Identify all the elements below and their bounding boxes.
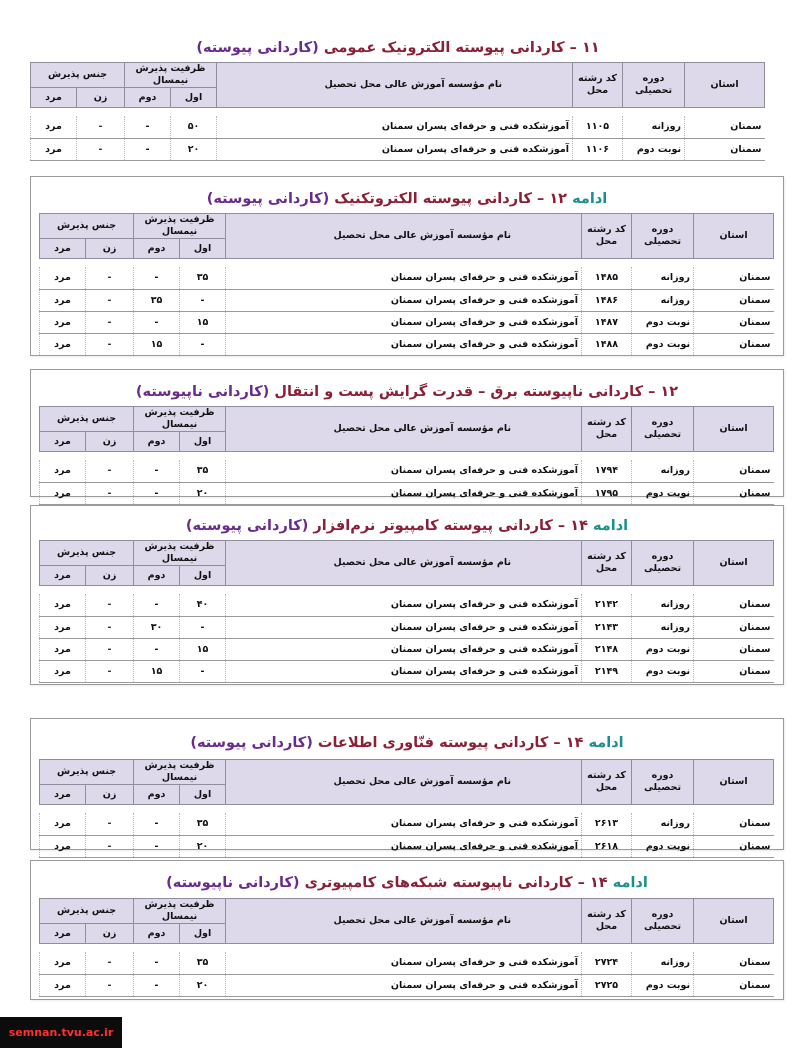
header-period [632,541,694,586]
cell-first-semester: - [180,289,226,311]
cell-province: سمنان [694,638,774,660]
cell-second-semester: ۳۰ [134,616,180,638]
cell-first-semester: ۵۰ [171,116,217,138]
cell-institution: آموزشکده فنی و حرفه‌ای پسران سمنان [226,289,582,311]
cell-second-semester: - [134,813,180,835]
cell-second-semester: ۳۵ [134,289,180,311]
header-gender: جنس پذیرش [40,407,134,432]
header-first: اول [180,924,226,944]
header-code-line1: کد رشته [587,770,626,781]
header-capacity: ظرفیت پذیرش نیمسال [134,541,226,566]
cell-province: سمنان [694,267,774,289]
header-gender: جنس پذیرش [40,899,134,924]
cell-province: سمنان [694,952,774,974]
section-14-it [30,718,784,850]
table-row [31,138,765,160]
section-title: ۱۲ – کاردانی ناپیوسته برق – قدرت گرایش پست و انتقال (کاردانی ناپیوسته) [135,384,679,400]
header-period-line2: تحصیلی [643,782,682,793]
header-period-line2: تحصیلی [643,236,682,247]
header-code-line2: محل [586,85,609,96]
table-row [40,594,774,616]
table-row [40,482,774,504]
admissions-table [39,540,774,683]
header-male: مرد [31,88,77,108]
cell-institution: آموزشکده فنی و حرفه‌ای پسران سمنان [226,638,582,660]
cell-province: سمنان [694,974,774,996]
header-first: اول [180,239,226,259]
cell-period: روزانه [632,616,694,638]
header-code-line2: محل [595,236,618,247]
cell-first-semester: ۴۰ [180,594,226,616]
table-row [40,813,774,835]
cell-male: مرد [40,267,86,289]
cell-male: مرد [40,638,86,660]
cell-male: مرد [40,594,86,616]
admissions-table [39,759,774,858]
header-code-line2: محل [595,429,618,440]
cell-second-semester: - [134,267,180,289]
cell-province: سمنان [694,813,774,835]
table-row [40,267,774,289]
spacer [40,259,774,268]
header-period-line1: دوره [651,224,674,235]
cell-first-semester: ۳۵ [180,952,226,974]
header-female: زن [86,924,134,944]
cell-first-semester: ۳۵ [180,267,226,289]
cell-code: ۲۷۲۵ [582,974,632,996]
cell-code: ۱۱۰۵ [573,116,623,138]
cell-code: ۲۱۴۳ [582,616,632,638]
cell-first-semester: - [180,660,226,682]
cell-code: ۲۱۴۹ [582,660,632,682]
header-code-line2: محل [595,563,618,574]
cell-female: - [86,333,134,355]
cell-first-semester: ۲۰ [171,138,217,160]
cell-code: ۲۶۱۸ [582,835,632,857]
cell-female: - [86,835,134,857]
cell-first-semester: ۳۵ [180,813,226,835]
admissions-table [39,406,774,505]
header-province: استان [694,407,774,452]
cell-code: ۱۴۸۵ [582,267,632,289]
cell-province: سمنان [694,594,774,616]
header-gender: جنس پذیرش [31,63,125,88]
cell-code: ۱۴۸۸ [582,333,632,355]
cell-male: مرد [40,660,86,682]
cell-period: روزانه [623,116,685,138]
cell-female: - [86,311,134,333]
header-capacity: ظرفیت پذیرش نیمسال [134,214,226,239]
cell-province: سمنان [685,116,765,138]
cell-period: روزانه [632,594,694,616]
header-period-line1: دوره [642,73,665,84]
cell-male: مرد [31,138,77,160]
header-period-line2: تحصیلی [634,85,673,96]
cell-first-semester: - [180,616,226,638]
cell-code: ۲۱۴۲ [582,594,632,616]
spacer [40,944,774,953]
table-row [40,660,774,682]
header-province: استان [685,63,765,108]
section-12-power [30,369,784,497]
header-period-line1: دوره [651,417,674,428]
cell-institution: آموزشکده فنی و حرفه‌ای پسران سمنان [226,616,582,638]
cell-second-semester: - [134,638,180,660]
cell-first-semester: ۱۵ [180,311,226,333]
header-province: استان [694,899,774,944]
header-province: استان [694,214,774,259]
cell-code: ۱۱۰۶ [573,138,623,160]
cell-period: نوبت دوم [632,638,694,660]
cell-female: - [86,974,134,996]
header-province: استان [694,760,774,805]
cell-code: ۱۴۸۶ [582,289,632,311]
header-code [582,760,632,805]
cell-male: مرد [40,813,86,835]
cell-province: سمنان [694,616,774,638]
cell-period: نوبت دوم [632,482,694,504]
cell-period: نوبت دوم [632,660,694,682]
source-watermark: semnan.tvu.ac.ir [0,1017,122,1048]
header-capacity: ظرفیت پذیرش نیمسال [125,63,217,88]
table-row [40,289,774,311]
cell-female: - [86,482,134,504]
header-code [582,899,632,944]
cell-second-semester: - [134,974,180,996]
cell-period: روزانه [632,289,694,311]
header-code-line1: کد رشته [587,909,626,920]
header-period [632,899,694,944]
cell-code: ۱۷۹۵ [582,482,632,504]
header-code-line1: کد رشته [578,73,617,84]
cell-institution: آموزشکده فنی و حرفه‌ای پسران سمنان [226,974,582,996]
header-institution: نام مؤسسه آموزش عالی محل تحصیل [226,899,582,944]
cell-female: - [86,660,134,682]
cell-second-semester: - [134,311,180,333]
cell-female: - [86,952,134,974]
header-period [632,760,694,805]
cell-male: مرد [40,311,86,333]
header-code [582,407,632,452]
cell-female: - [86,267,134,289]
cell-male: مرد [40,460,86,482]
header-female: زن [86,566,134,586]
cell-institution: آموزشکده فنی و حرفه‌ای پسران سمنان [226,311,582,333]
cell-province: سمنان [694,482,774,504]
cell-period: روزانه [632,813,694,835]
section-12-electrotechnic [30,176,784,356]
header-period [632,214,694,259]
cell-first-semester: ۲۰ [180,974,226,996]
spacer [40,586,774,595]
cell-period: نوبت دوم [632,333,694,355]
cell-male: مرد [40,952,86,974]
cell-period: نوبت دوم [623,138,685,160]
cell-institution: آموزشکده فنی و حرفه‌ای پسران سمنان [217,116,573,138]
cell-province: سمنان [694,333,774,355]
cell-male: مرد [40,482,86,504]
cell-period: روزانه [632,952,694,974]
section-11 [30,38,766,160]
table-row [40,333,774,355]
header-gender: جنس پذیرش [40,541,134,566]
table-row [40,311,774,333]
cell-male: مرد [40,835,86,857]
header-first: اول [180,566,226,586]
header-capacity: ظرفیت پذیرش نیمسال [134,407,226,432]
header-male: مرد [40,566,86,586]
cell-second-semester: - [125,138,171,160]
header-institution: نام مؤسسه آموزش عالی محل تحصیل [226,541,582,586]
cell-institution: آموزشکده فنی و حرفه‌ای پسران سمنان [226,460,582,482]
table-row [40,460,774,482]
header-male: مرد [40,432,86,452]
cell-institution: آموزشکده فنی و حرفه‌ای پسران سمنان [226,835,582,857]
cell-province: سمنان [694,311,774,333]
header-code-line1: کد رشته [587,417,626,428]
header-period-line2: تحصیلی [643,921,682,932]
cell-province: سمنان [694,460,774,482]
cell-first-semester: ۱۵ [180,638,226,660]
cell-province: سمنان [694,835,774,857]
table-row [31,116,765,138]
table-row [40,638,774,660]
cell-first-semester: ۲۰ [180,835,226,857]
header-second: دوم [134,785,180,805]
cell-period: نوبت دوم [632,835,694,857]
cell-female: - [77,138,125,160]
cell-female: - [86,616,134,638]
header-period-line2: تحصیلی [643,429,682,440]
table-row [40,616,774,638]
header-female: زن [86,785,134,805]
header-female: زن [86,432,134,452]
cell-code: ۱۴۸۷ [582,311,632,333]
header-first: اول [180,432,226,452]
header-first: اول [180,785,226,805]
cell-male: مرد [40,333,86,355]
cell-province: سمنان [685,138,765,160]
header-gender: جنس پذیرش [40,214,134,239]
cell-code: ۱۷۹۴ [582,460,632,482]
header-female: زن [86,239,134,259]
cell-female: - [86,638,134,660]
cell-period: نوبت دوم [632,311,694,333]
cell-second-semester: - [134,952,180,974]
table-row [40,974,774,996]
table-row [40,835,774,857]
cell-second-semester: ۱۵ [134,333,180,355]
header-second: دوم [134,432,180,452]
admissions-table [39,898,774,997]
cell-second-semester: - [134,482,180,504]
header-period-line1: دوره [651,909,674,920]
header-male: مرد [40,785,86,805]
cell-male: مرد [31,116,77,138]
cell-second-semester: - [134,835,180,857]
cell-first-semester: ۲۰ [180,482,226,504]
header-period [623,63,685,108]
spacer [31,108,765,117]
cell-period: نوبت دوم [632,974,694,996]
section-title: ادامه ۱۲ – کاردانی پیوسته الکتروتکنیک (کاردانی پیوسته) [206,191,608,207]
header-male: مرد [40,924,86,944]
cell-institution: آموزشکده فنی و حرفه‌ای پسران سمنان [226,267,582,289]
header-code-line2: محل [595,782,618,793]
cell-code: ۲۷۲۴ [582,952,632,974]
admissions-table [30,62,765,161]
section-title: ۱۱ – کاردانی پیوسته الکترونیک عمومی (کاردانی پیوسته) [196,40,600,56]
header-institution: نام مؤسسه آموزش عالی محل تحصیل [226,760,582,805]
cell-institution: آموزشکده فنی و حرفه‌ای پسران سمنان [217,138,573,160]
admissions-table [39,213,774,356]
cell-province: سمنان [694,289,774,311]
header-second: دوم [125,88,171,108]
cell-province: سمنان [694,660,774,682]
cell-code: ۲۶۱۳ [582,813,632,835]
cell-code: ۲۱۴۸ [582,638,632,660]
cell-institution: آموزشکده فنی و حرفه‌ای پسران سمنان [226,813,582,835]
header-code [582,214,632,259]
header-institution: نام مؤسسه آموزش عالی محل تحصیل [217,63,573,108]
cell-male: مرد [40,974,86,996]
cell-institution: آموزشکده فنی و حرفه‌ای پسران سمنان [226,952,582,974]
cell-institution: آموزشکده فنی و حرفه‌ای پسران سمنان [226,594,582,616]
section-title: ادامه ۱۴ – کاردانی ناپیوسته شبکه‌های کامپیوتری (کاردانی ناپیوسته) [166,875,648,891]
cell-female: - [86,594,134,616]
header-second: دوم [134,566,180,586]
cell-second-semester: - [125,116,171,138]
header-period [632,407,694,452]
header-code-line1: کد رشته [587,551,626,562]
header-code-line2: محل [595,921,618,932]
cell-second-semester: - [134,460,180,482]
cell-institution: آموزشکده فنی و حرفه‌ای پسران سمنان [226,660,582,682]
header-second: دوم [134,239,180,259]
cell-period: روزانه [632,267,694,289]
header-male: مرد [40,239,86,259]
cell-institution: آموزشکده فنی و حرفه‌ای پسران سمنان [226,333,582,355]
header-institution: نام مؤسسه آموزش عالی محل تحصیل [226,407,582,452]
cell-period: روزانه [632,460,694,482]
header-province: استان [694,541,774,586]
header-gender: جنس پذیرش [40,760,134,785]
header-code-line1: کد رشته [587,224,626,235]
cell-institution: آموزشکده فنی و حرفه‌ای پسران سمنان [226,482,582,504]
table-row [40,952,774,974]
section-title: ادامه ۱۴ – کاردانی پیوسته کامپیوتر نرم‌افزار (کاردانی پیوسته) [185,518,629,534]
cell-male: مرد [40,289,86,311]
cell-second-semester: - [134,594,180,616]
section-title: ادامه ۱۴ – کاردانی پیوسته فنّاوری اطلاعات (کاردانی پیوسته) [190,735,624,751]
header-code [573,63,623,108]
cell-first-semester: ۳۵ [180,460,226,482]
header-code [582,541,632,586]
cell-female: - [77,116,125,138]
section-14-networks [30,860,784,1000]
header-institution: نام مؤسسه آموزش عالی محل تحصیل [226,214,582,259]
section-14-software [30,505,784,685]
header-period-line1: دوره [651,551,674,562]
cell-female: - [86,460,134,482]
header-second: دوم [134,924,180,944]
header-capacity: ظرفیت پذیرش نیمسال [134,899,226,924]
header-capacity: ظرفیت پذیرش نیمسال [134,760,226,785]
spacer [40,805,774,814]
cell-second-semester: ۱۵ [134,660,180,682]
header-period-line2: تحصیلی [643,563,682,574]
cell-female: - [86,813,134,835]
header-first: اول [171,88,217,108]
spacer [40,452,774,461]
cell-first-semester: - [180,333,226,355]
header-female: زن [77,88,125,108]
cell-male: مرد [40,616,86,638]
header-period-line1: دوره [651,770,674,781]
cell-female: - [86,289,134,311]
